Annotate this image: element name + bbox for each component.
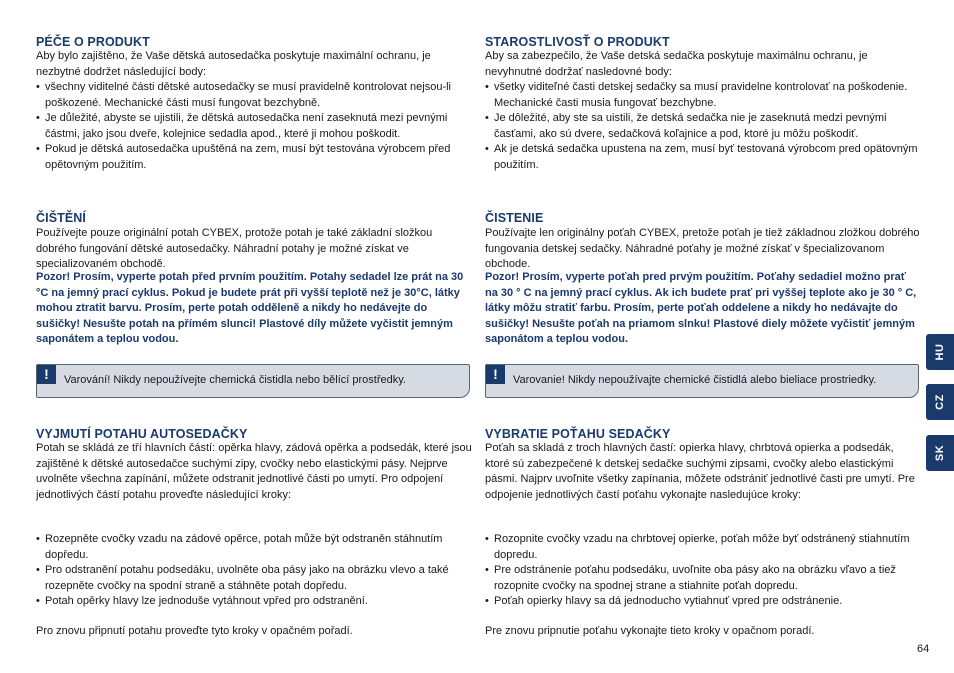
list-item: • Potah opěrky hlavy lze jednoduše vytáhnout vpřed pro odstranění. bbox=[36, 594, 472, 610]
cleaning-text: Používejte pouze originální potah CYBEX, protože potah je také základní složkou dobrého fungování dětské autosedačky. Náhradní potahy je možné získat ve specializovaném obchodě. bbox=[36, 227, 433, 271]
list-item: • Pre odstránenie poťahu podsedáku, uvoľnite oba pásy ako na obrázku vľavo a tiež rozopnite cvočky na spodnej strane a stiahnite poťah dopredu. bbox=[485, 563, 921, 594]
list-item: • všetky viditeľné časti detskej sedačky sa musí pravidelne kontrolovať na poškodenie. Mechanické časti musia fungovať bezchybne. bbox=[485, 80, 921, 111]
list-item: • Pokud je dětská autosedačka upuštěná na zem, musí být testována výrobcem před opětovným použitím. bbox=[36, 142, 472, 173]
page-number: 64 bbox=[917, 643, 930, 655]
tab-label: CZ bbox=[934, 394, 946, 410]
removal-bullet-list bbox=[485, 532, 921, 610]
removal-outro: Pro znovu připnutí potahu proveďte tyto kroky v opačném pořadí. bbox=[36, 625, 353, 637]
exclamation-icon: ! bbox=[37, 365, 56, 384]
list-item: • Je dôležité, aby ste sa uistili, že detská sedačka nie je zaseknutá medzi pevnými časťami, ako sú dvere, sedačková koľajnice a pod, ktoré ju môžu poškodiť. bbox=[485, 111, 921, 142]
warning-box bbox=[485, 364, 919, 398]
care-intro: Aby sa zabezpečilo, že Vaše detská sedačka poskytuje maximálnu ochranu, je nevyhnutné dodržať nasledovné body: bbox=[485, 50, 868, 78]
warning-box bbox=[36, 364, 470, 398]
warning-text: Varování! Nikdy nepoužívejte chemická čistidla nebo bělící prostředky. bbox=[64, 374, 406, 386]
warning-text: Varovanie! Nikdy nepoužívajte chemické čistidlá alebo bieliace prostriedky. bbox=[513, 374, 877, 386]
cleaning-warning-text: Pozor! Prosím, vyperte potah před prvním použitím. Potahy sedadel lze prát na 30 °C na jemný prací cyklus. Pokud je budete prát při vyšší teplotě než je 30°C, látky mohou ztratit barvu. Prosím, perte potah odděleně a nikdy ho nedávejte do sušičky! Nesušte potah na přímém slunci! Plastové díly můžete vyčistit jemným saponátem a teplou vodou. bbox=[36, 271, 464, 346]
tab-label: SK bbox=[934, 444, 946, 462]
removal-outro: Pre znovu pripnutie poťahu vykonajte tieto kroky v opačnom poradí. bbox=[485, 625, 815, 637]
list-item: • Ak je detská sedačka upustena na zem, musí byť testovaná výrobcom pred opätovným použitím. bbox=[485, 142, 921, 173]
care-heading: STAROSTLIVOSŤ O PRODUKT bbox=[485, 35, 670, 49]
tab-hu[interactable] bbox=[926, 334, 954, 370]
removal-heading: VYBRATIE POŤAHU SEDAČKY bbox=[485, 427, 671, 441]
care-intro: Aby bylo zajištěno, že Vaše dětská autosedačka poskytuje maximální ochranu, je nezbytné dodržet následující body: bbox=[36, 50, 431, 78]
exclamation-icon: ! bbox=[486, 365, 505, 384]
care-heading: PÉČE O PRODUKT bbox=[36, 35, 150, 49]
removal-intro: Potah se skládá ze tří hlavních částí: opěrka hlavy, zádová opěrka a podsedák, které jsou zajištěné k dětské autosedačce suchými zipy, cvočky nebo elastickými pásy. Nejprve uvolněte všechna zapínání, můžete odstranit jednotlivé části po umytí. Pro odpojení jednotlivých částí potahu proveďte následující kroky: bbox=[36, 442, 472, 501]
list-item: • všechny viditelné části dětské autosedačky se musí pravidelně kontrolovat nejsou-li poškozené. Mechanické části musí fungovat bezchybně. bbox=[36, 80, 472, 111]
cleaning-text: Používajte len originálny poťah CYBEX, pretože poťah je tiež základnou zložkou dobrého fungovania detskej sedačky. Náhradné poťahy je možné získať v špecializovanom obchode. bbox=[485, 227, 920, 271]
removal-heading: VYJMUTÍ POTAHU AUTOSEDAČKY bbox=[36, 427, 248, 441]
removal-bullet-list bbox=[36, 532, 472, 610]
list-item: • Je důležité, abyste se ujistili, že dětská autosedačka není zaseknutá mezi pevnými částmi, jako jsou dveře, kolejnice sedadla apod., které ji mohou poškodit. bbox=[36, 111, 472, 142]
care-bullet-list bbox=[485, 80, 921, 174]
tab-label: HU bbox=[934, 343, 946, 361]
cleaning-heading: ČIŠTĚNÍ bbox=[36, 211, 87, 225]
list-item: • Pro odstranění potahu podsedáku, uvolněte oba pásy jako na obrázku vlevo a také rozepněte cvočky na spodní straně a stáhněte potah dopředu. bbox=[36, 563, 472, 594]
list-item: • Rozepněte cvočky vzadu na zádové opěrce, potah může být odstraněn stáhnutím dopředu. bbox=[36, 532, 472, 563]
care-bullet-list bbox=[36, 80, 472, 174]
cleaning-heading: ČISTENIE bbox=[485, 211, 544, 225]
tab-sk[interactable] bbox=[926, 435, 954, 471]
cleaning-warning-text: Pozor! Prosím, vyperte poťah pred prvým použitím. Poťahy sedadiel možno prať na 30 ° C na jemný prací cyklus. Ak ich budete prať pri vyššej teplote ako je 30 ° C, látky môžu stratiť farbu. Prosím, perte poťah oddelene a nikdy ho nedávajte do sušičky! Nesušte poťah na priamom slnku! Plastové diely môžete vyčistiť jemným saponátom a teplou vodou. bbox=[485, 271, 917, 346]
list-item: • Rozopnite cvočky vzadu na chrbtovej opierke, poťah môže byť odstránený stiahnutím dopredu. bbox=[485, 532, 921, 563]
tab-cz[interactable] bbox=[926, 384, 954, 420]
removal-intro: Poťah sa skladá z troch hlavných častí: opierka hlavy, chrbtová opierka a podsedák, ktoré sú zabezpečené k detskej sedačke suchými zipsami, cvočky alebo elastickými pásmi. Najprv uvoľnite všetky zapínania, môžete odstrániť jednotlivé časti pre umytí. Pre odpojenie jednotlivých častí poťahu vykonajte nasledujúce kroky: bbox=[485, 442, 915, 501]
list-item: • Poťah opierky hlavy sa dá jednoducho vytiahnuť vpred pre odstránenie. bbox=[485, 594, 921, 610]
